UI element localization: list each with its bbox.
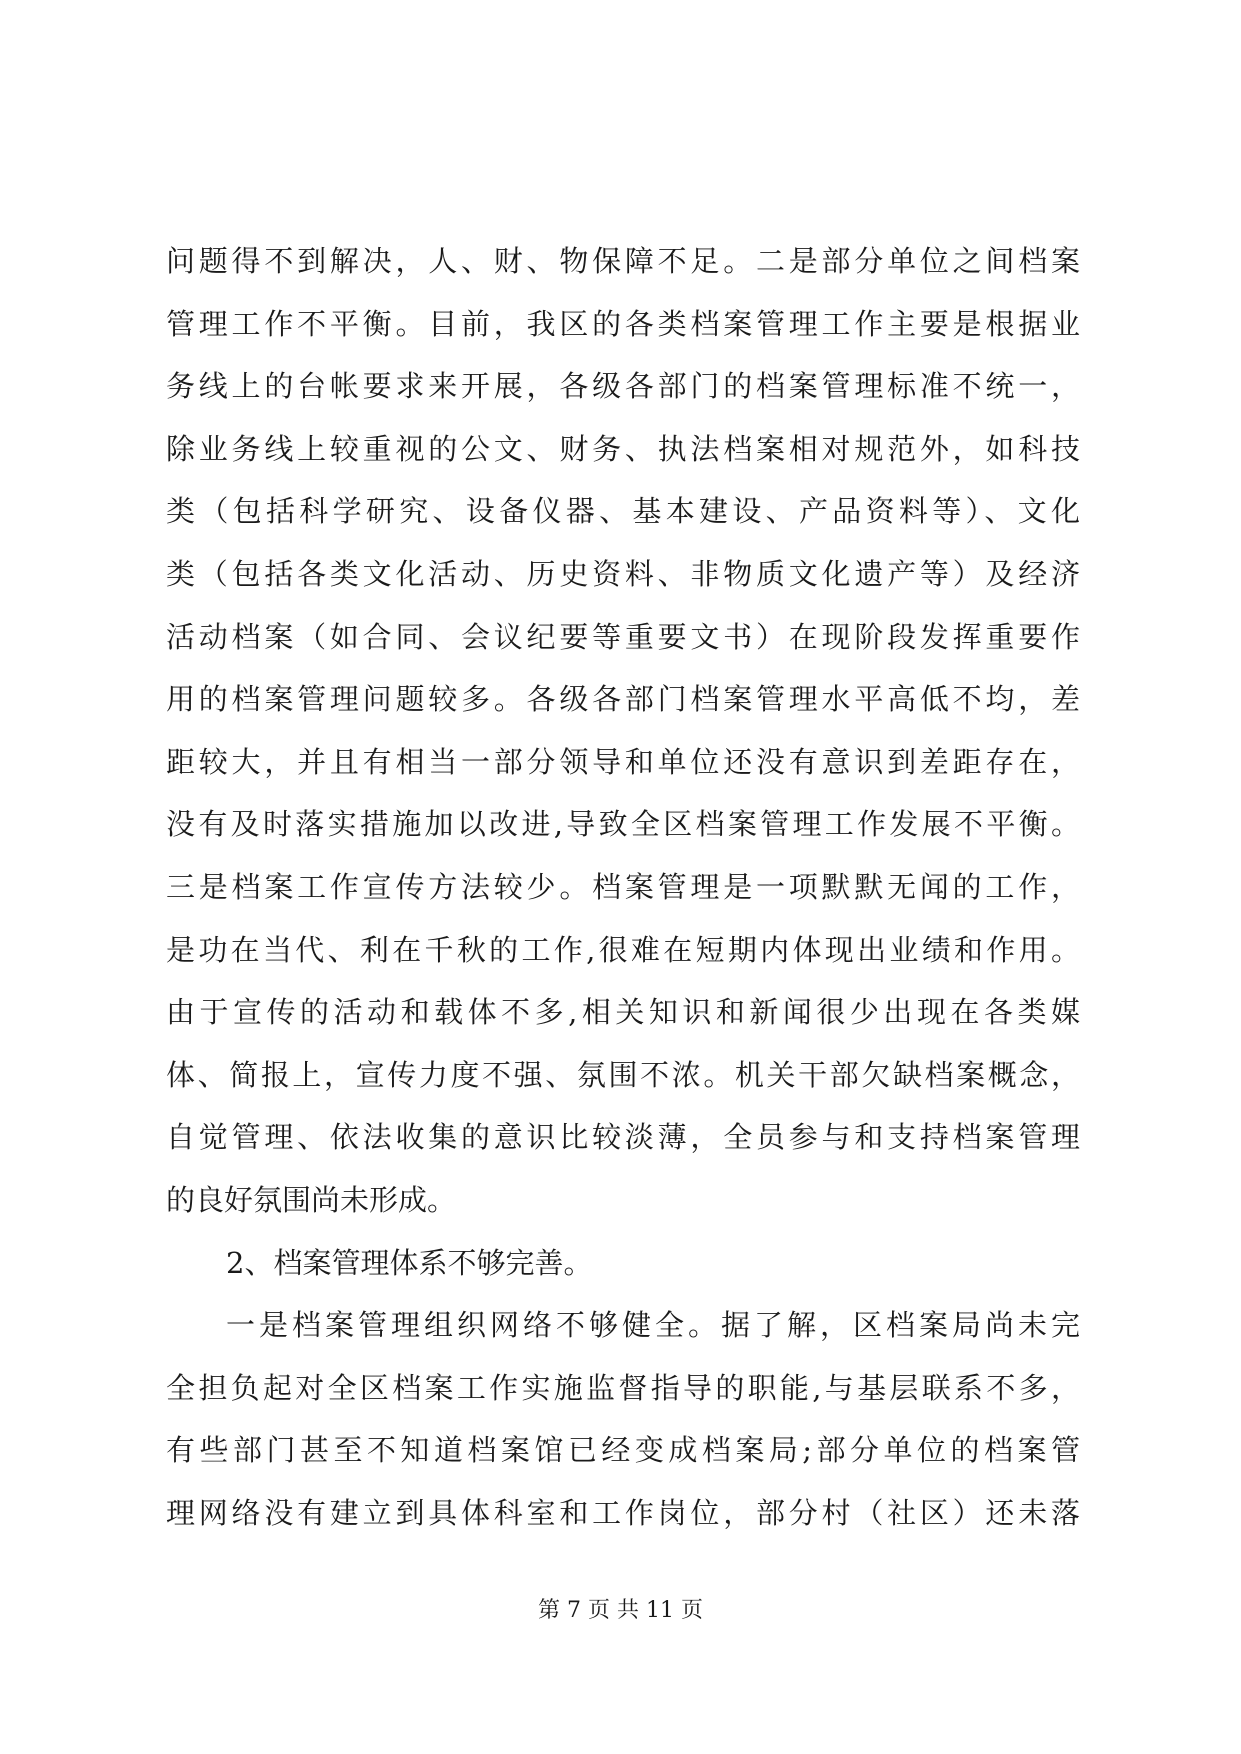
text-line: 距较大，并且有相当一部分领导和单位还没有意识到差距存在， — [166, 744, 1080, 779]
body-text — [166, 230, 1080, 1544]
page-number-footer: 第 7 页 共 11 页 — [538, 1598, 703, 1623]
text-line: 理网络没有建立到具体科室和工作岗位，部分村（社区）还未落 — [166, 1495, 1080, 1530]
text-line: 用的档案管理问题较多。各级各部门档案管理水平高低不均，差 — [166, 682, 1080, 717]
text-line: 活动档案（如合同、会议纪要等重要文书）在现阶段发挥重要作 — [166, 619, 1080, 654]
text-line: 全担负起对全区档案工作实施监督指导的职能,与基层联系不多， — [166, 1370, 1080, 1405]
text-line: 管理工作不平衡。目前，我区的各类档案管理工作主要是根据业 — [166, 306, 1080, 341]
text-line: 体、简报上，宣传力度不强、氛围不浓。机关干部欠缺档案概念， — [166, 1057, 1080, 1092]
text-line: 务线上的台帐要求来开展，各级各部门的档案管理标准不统一， — [166, 369, 1080, 404]
text-line: 自觉管理、依法收集的意识比较淡薄，全员参与和支持档案管理 — [166, 1120, 1080, 1155]
text-line: 类（包括各类文化活动、历史资料、非物质文化遗产等）及经济 — [166, 556, 1080, 591]
text-line: 除业务线上较重视的公文、财务、执法档案相对规范外，如科技 — [166, 431, 1080, 466]
text-line: 是功在当代、利在千秋的工作,很难在短期内体现出业绩和作用。 — [166, 932, 1080, 967]
text-line: 问题得不到解决，人、财、物保障不足。二是部分单位之间档案 — [166, 244, 1080, 278]
text-line: 没有及时落实措施加以改进,导致全区档案管理工作发展不平衡。 — [166, 807, 1080, 842]
text-line: 的良好氛围尚未形成。 — [166, 1182, 457, 1217]
section-heading: 2、档案管理体系不够完善。 — [226, 1245, 593, 1280]
text-line: 由于宣传的活动和载体不多,相关知识和新闻很少出现在各类媒 — [166, 995, 1080, 1030]
text-line: 类（包括科学研究、设备仪器、基本建设、产品资料等）、文化 — [166, 494, 1080, 529]
text-line: 有些部门甚至不知道档案馆已经变成档案局;部分单位的档案管 — [166, 1433, 1080, 1468]
text-line: 三是档案工作宣传方法较少。档案管理是一项默默无闻的工作， — [166, 869, 1080, 904]
text-line: 一是档案管理组织网络不够健全。据了解，区档案局尚未完 — [226, 1308, 1080, 1343]
